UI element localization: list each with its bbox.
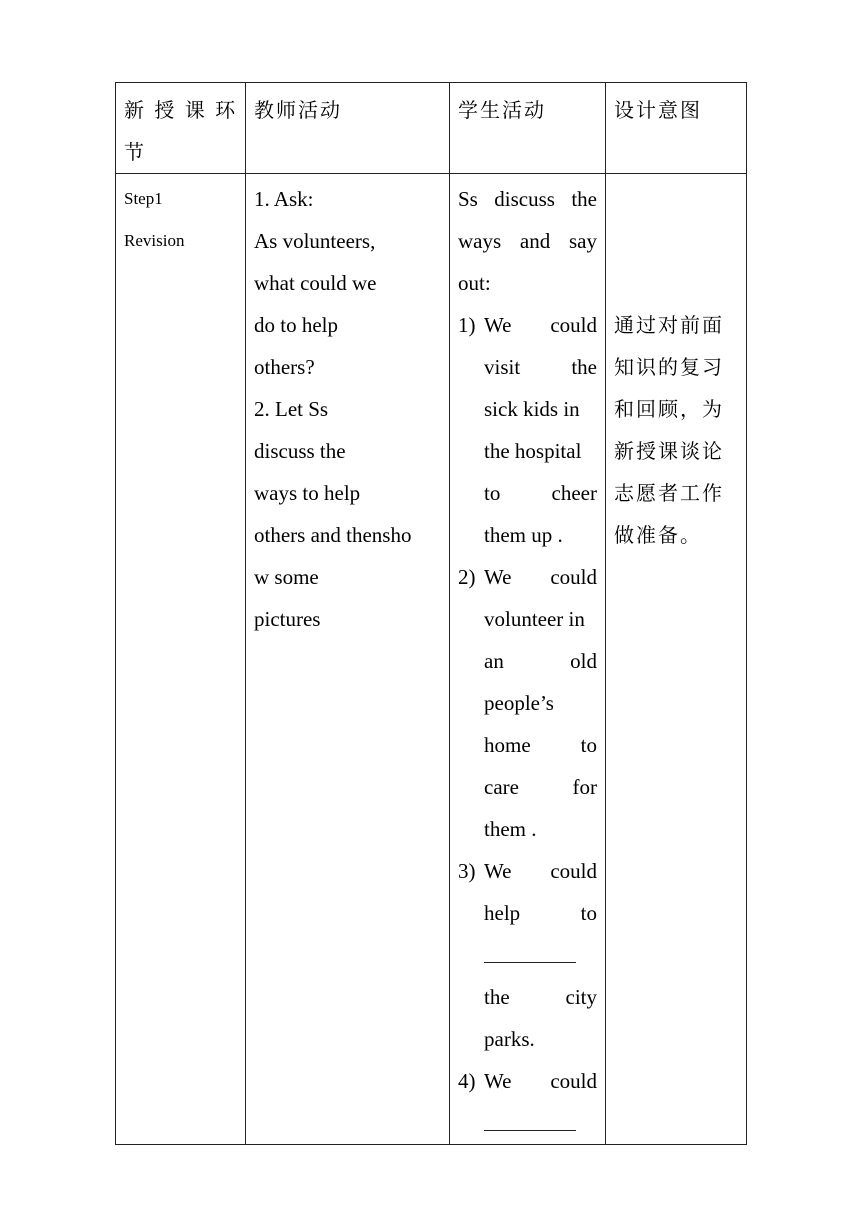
- teacher-activity-line: pictures: [254, 607, 321, 631]
- header-student: [450, 83, 606, 174]
- student-activity-cell: [450, 174, 606, 1145]
- list-item-line: volunteer in: [484, 607, 585, 631]
- list-item-number: 2): [458, 565, 476, 589]
- header-stage-line1: 新 授 课 环: [124, 98, 238, 122]
- teacher-activity-line: w some: [254, 565, 319, 589]
- list-item-line: care for: [484, 775, 597, 799]
- list-item-line: to cheer: [484, 481, 597, 505]
- teacher-activity-line: 2. Let Ss: [254, 397, 329, 421]
- table-row: [116, 174, 747, 1145]
- list-item: [458, 556, 597, 850]
- list-item-line: help to: [484, 901, 597, 925]
- list-item: [458, 850, 597, 1060]
- header-teacher: [246, 83, 450, 174]
- list-item-line: an old: [484, 649, 597, 673]
- header-stage: [116, 83, 246, 174]
- design-purpose-line: 通过对前面: [614, 313, 724, 337]
- fill-in-blank: [484, 1102, 597, 1144]
- design-purpose-line: 做准备。: [614, 523, 702, 547]
- header-purpose: [606, 83, 747, 174]
- teacher-activity-line: others?: [254, 355, 315, 379]
- list-item-line: We could: [484, 1069, 597, 1093]
- list-item-line: visit the: [484, 355, 597, 379]
- design-purpose-cell: [606, 174, 747, 1145]
- teacher-activity-line: do to help: [254, 313, 338, 337]
- list-item-number: 1): [458, 313, 476, 337]
- teacher-activity-line: others and thensho: [254, 523, 412, 547]
- list-item-number: 3): [458, 859, 476, 883]
- design-purpose-line: 知识的复习: [614, 355, 724, 379]
- student-intro-line: out:: [458, 271, 491, 295]
- fill-in-blank: [484, 934, 597, 976]
- student-intro-line: Ss discuss the: [458, 187, 597, 211]
- teacher-activity-line: discuss the: [254, 439, 346, 463]
- stage-cell: [116, 174, 246, 1145]
- list-item-line: parks.: [484, 1027, 535, 1051]
- header-teacher-label: 教师活动: [254, 98, 342, 122]
- list-item-line: them up .: [484, 523, 563, 547]
- list-item-line: people’s: [484, 691, 554, 715]
- lesson-plan-table: [115, 82, 747, 1145]
- design-purpose-line: 和回顾，为: [614, 397, 724, 421]
- list-item: [458, 1060, 597, 1144]
- list-item-line: We could: [484, 313, 597, 337]
- design-purpose-line: 志愿者工作: [614, 481, 724, 505]
- list-item-number: 4): [458, 1069, 476, 1093]
- teacher-activity-cell: [246, 174, 450, 1145]
- list-item-line: the city: [484, 985, 597, 1009]
- design-purpose-line: 新授课谈论: [614, 439, 724, 463]
- header-student-label: 学生活动: [458, 98, 546, 122]
- list-item-line: We could: [484, 565, 597, 589]
- stage-label-line: Step1: [124, 189, 163, 208]
- header-row: [116, 83, 747, 174]
- header-purpose-label: 设计意图: [614, 98, 702, 122]
- header-stage-line2: 节: [124, 140, 146, 164]
- student-way-list: [458, 304, 597, 1144]
- list-item-line: We could: [484, 859, 597, 883]
- list-item-line: home to: [484, 733, 597, 757]
- student-intro-line: ways and say: [458, 229, 597, 253]
- list-item-line: them .: [484, 817, 537, 841]
- list-item-line: sick kids in: [484, 397, 580, 421]
- teacher-activity-line: 1. Ask:: [254, 187, 314, 211]
- teacher-activity-line: what could we: [254, 271, 377, 295]
- teacher-activity-line: As volunteers,: [254, 229, 376, 253]
- stage-label-line: Revision: [124, 231, 185, 250]
- list-item: [458, 304, 597, 556]
- list-item-line: the hospital: [484, 439, 582, 463]
- teacher-activity-line: ways to help: [254, 481, 361, 505]
